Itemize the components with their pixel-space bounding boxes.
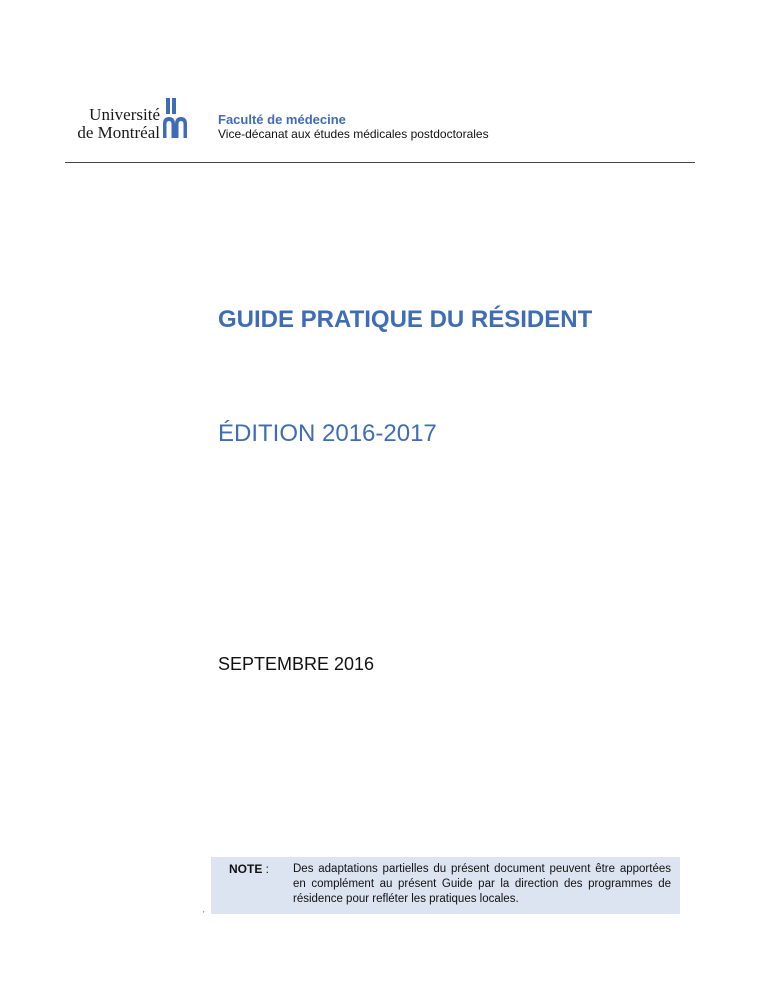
- publication-date: SEPTEMBRE 2016: [218, 654, 375, 674]
- faculty-subtitle: Vice-décanat aux études médicales postdoctorales: [218, 127, 489, 141]
- document-title: GUIDE PRATIQUE DU RÉSIDENT: [218, 306, 593, 333]
- faculty-name: Faculté de médecine: [218, 112, 346, 127]
- university-name-line2: de Montréal: [77, 123, 160, 142]
- header-divider: [65, 162, 695, 163]
- note-label-colon: :: [262, 862, 270, 876]
- note-text: Des adaptations partielles du présent document peuvent être apportées en complément au présent Guide par la direction des programmes de résidence pour refléter les pratiques locales.: [293, 863, 671, 905]
- university-logo-text: [62, 106, 160, 142]
- udem-logo-icon: [162, 98, 188, 142]
- footer-mark: ': [203, 910, 205, 919]
- edition-label: ÉDITION 2016-2017: [218, 420, 437, 447]
- note-label-text: NOTE: [229, 862, 263, 876]
- note-label: [229, 862, 269, 876]
- note-box: [211, 857, 680, 914]
- university-name-line1: Université: [89, 105, 160, 124]
